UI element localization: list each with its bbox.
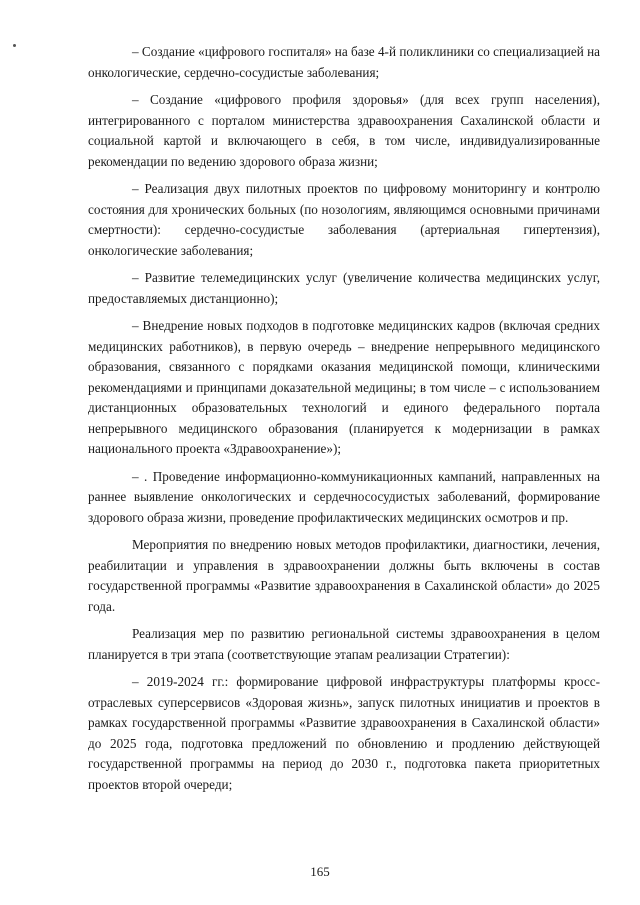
bullet-digital-hospital: – Создание «цифрового госпиталя» на базе 4-й поликлиники со специализацией на онкологические, сердечно-сосудистые заболевания; — [88, 44, 600, 80]
paragraph-new-methods: Мероприятия по внедрению новых методов профилактики, диагностики, лечения, реабилитации и управления в здравоохранении должны быть включены в состав государственной программы «Развитие здравоохранения в Сахалинской области» до 2025 года. — [88, 537, 600, 614]
page-number: 165 — [310, 864, 330, 879]
bullet-medical-staff-training: – Внедрение новых подходов в подготовке медицинских кадров (включая средних медицинских работников), в первую очередь – внедрение непрерывного медицинского образования, связанного с порядками оказания медицинской помощи, клиническими рекомендациями и принципами доказательной медицины; в том числе – с использованием дистанционных образовательных технологий и единого федерального портала непрерывного медицинского образования (планируется к модернизации в рамках национального проекта «Здравоохранение»); — [88, 318, 600, 456]
bullet-pilot-projects: – Реализация двух пилотных проектов по цифровому мониторингу и контролю состояния для хронических больных (по нозологиям, являющимся основными причинами смертности): сердечно-сосудистые заболевания (артериальная гипертензия), онкологические заболевания; — [88, 181, 600, 258]
bullet-digital-health-profile: – Создание «цифрового профиля здоровья» (для всех групп населения), интегрированного с порталом министерства здравоохранения Сахалинской области и социальной картой и включающего в себя, в том числе, индивидуализированные рекомендации по ведению здорового образа жизни; — [88, 92, 600, 169]
bullet-telemedicine: – Развитие телемедицинских услуг (увеличение количества медицинских услуг, предоставляемых дистанционно); — [88, 270, 600, 306]
paragraph-three-stages: Реализация мер по развитию региональной системы здравоохранения в целом планируется в три этапа (соответствующие этапам реализации Стратегии): — [88, 626, 600, 662]
bullet-stage-2019-2024: – 2019-2024 гг.: формирование цифровой инфраструктуры платформы кросс-отраслевых суперсервисов «Здоровая жизнь», запуск пилотных инициатив и проектов в рамках государственной программы «Развитие здравоохранения в Сахалинской области» до 2025 года, подготовка предложений по обновлению и продлению действующей государственной программы на период до 2030 г., подготовка пакета приоритетных проектов второй очереди; — [88, 674, 600, 792]
page-text — [88, 42, 600, 795]
scan-mark — [13, 44, 16, 47]
bullet-information-campaigns: – . Проведение информационно-коммуникационных кампаний, направленных на раннее выявление онкологических и сердечнососудистых заболеваний, формирование здорового образа жизни, проведение профилактических медицинских осмотров и пр. — [88, 468, 600, 525]
